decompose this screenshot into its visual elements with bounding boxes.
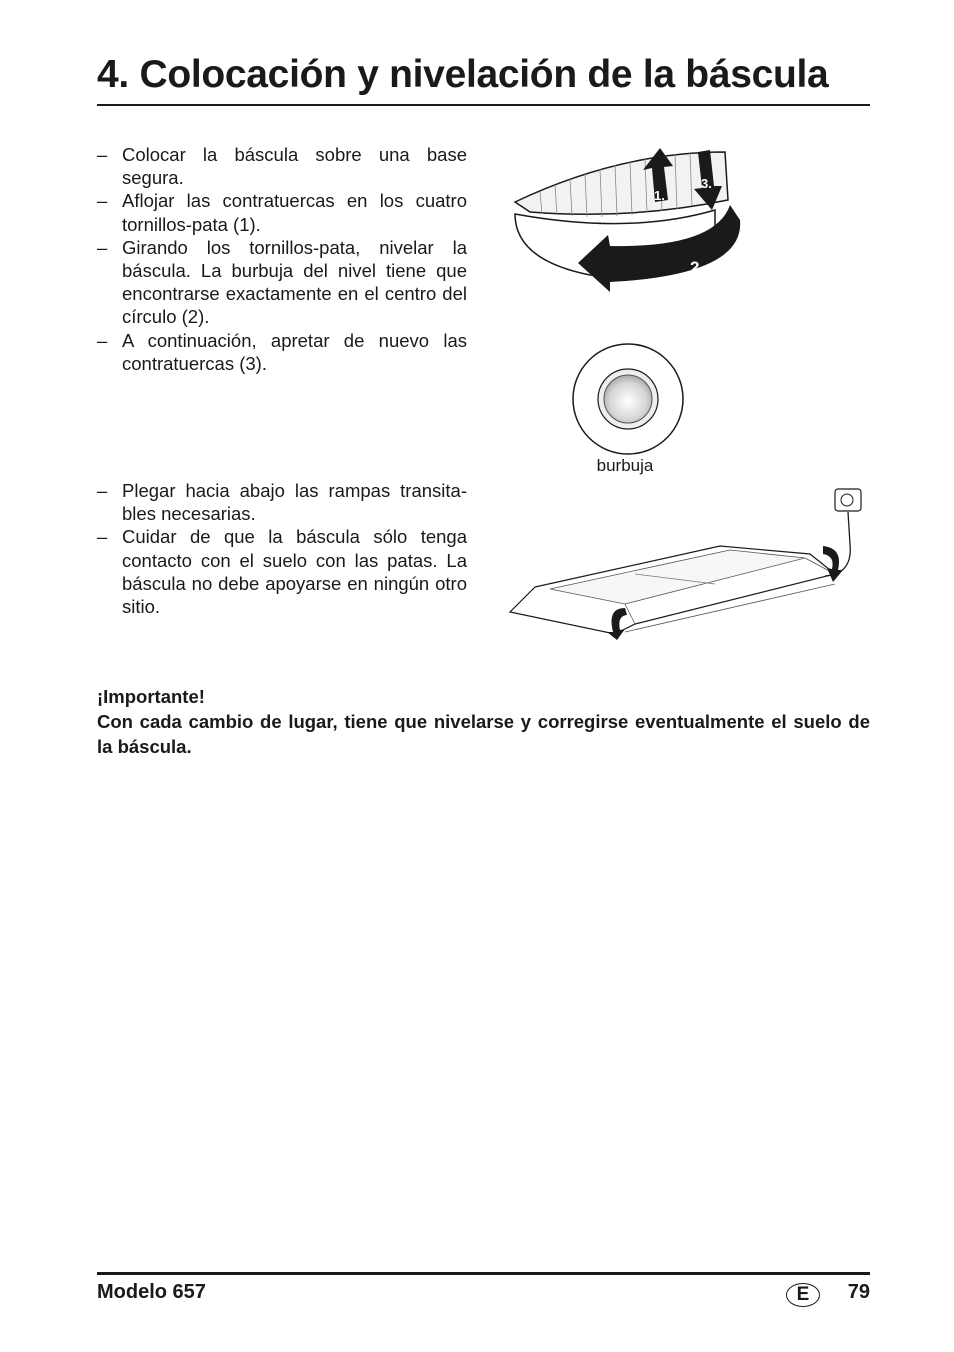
bubble-label: burbuja <box>596 456 654 475</box>
important-heading: ¡Importante! <box>97 686 205 707</box>
list-item: – A continuación, apretar de nuevo las contratuercas (3). <box>97 329 467 374</box>
footer-model: Modelo 657 <box>97 1281 206 1303</box>
important-text: Con cada cambio de lugar, tiene que nivelarse y corregirse eventualmente el suelo de la báscula. <box>97 711 870 757</box>
page-number: 79 <box>847 1281 870 1303</box>
title-divider <box>97 104 870 106</box>
level-bubble-illustration <box>570 342 686 458</box>
language-badge: E <box>786 1283 820 1307</box>
instructions-list-leveling <box>97 143 467 375</box>
foot-adjustment-illustration <box>500 140 760 305</box>
list-item: – Girando los tornillos-pata, nivelar la báscula. La burbuja del nivel tiene que encontrarse exactamente en el centro del círculo (2). <box>97 236 467 328</box>
list-item: – Aflojar las contratuercas en los cuatro tornillos-pata (1). <box>97 190 467 235</box>
list-item: – Cuidar de que la báscula sólo tenga contacto con el suelo con las patas. La báscula no debe apoyarse en ningún otro sitio. <box>97 526 467 618</box>
important-note <box>97 684 870 759</box>
step-label: 1. <box>654 188 665 203</box>
instructions-list-ramps <box>97 479 467 618</box>
list-item: – Colocar la báscula sobre una base segura. <box>97 144 467 189</box>
list-item: – Plegar hacia abajo las rampas transitables necesarias. <box>97 480 467 525</box>
step-label: 3. <box>701 176 712 191</box>
step-label: 2. <box>690 258 705 277</box>
footer-divider <box>97 1272 870 1275</box>
scale-platform-illustration <box>505 484 870 649</box>
page-title: 4. Colocación y nivelación de la báscula <box>97 53 829 96</box>
